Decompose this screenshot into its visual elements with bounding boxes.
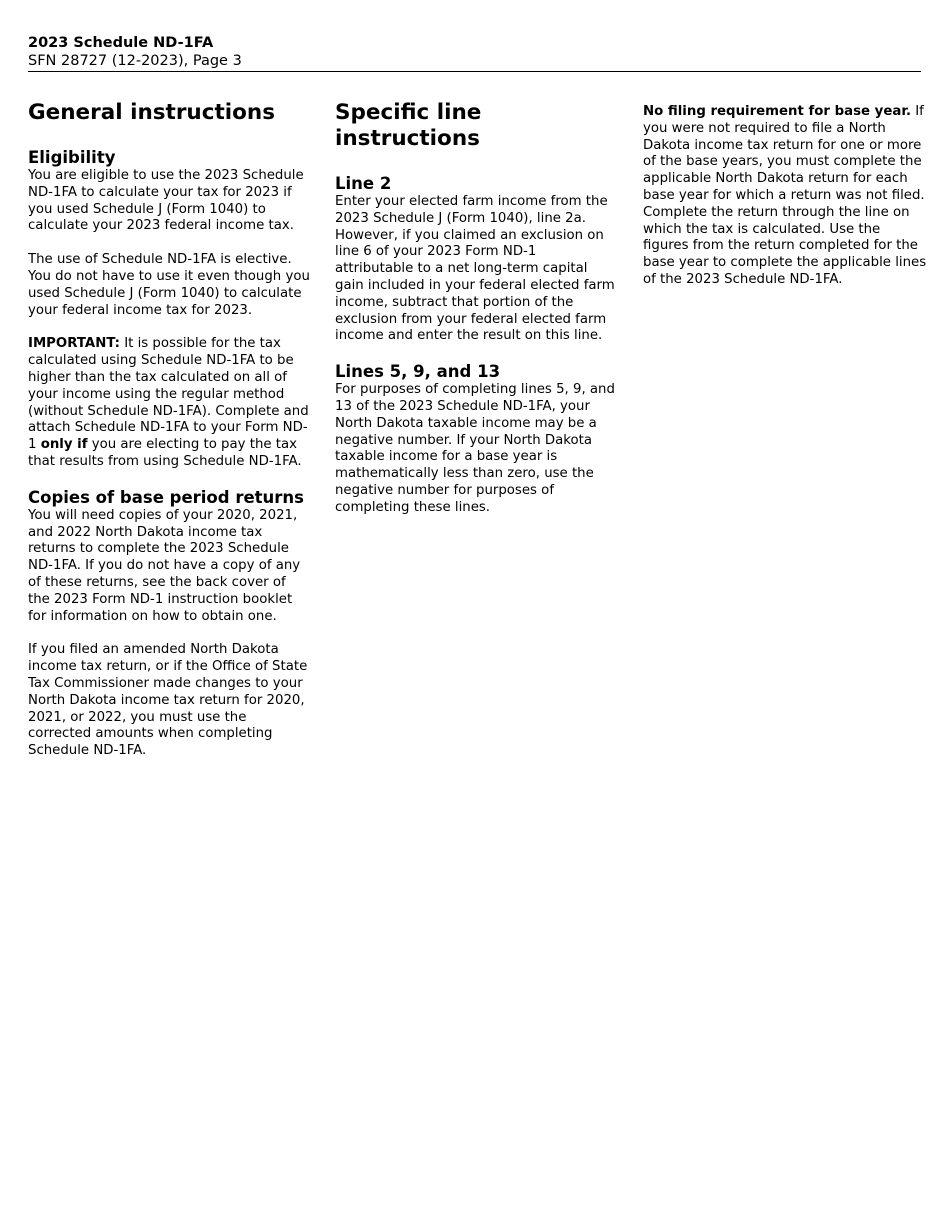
important-only-if: only if <box>40 437 88 453</box>
copies-paragraph-2: If you filed an amended North Dakota income tax return, or if the Office of State Tax Commissioner made changes to your North Dakota income tax return for 2020, 2021, or 2022, you must use the corrected amounts when completing Schedule ND-1FA. <box>28 642 308 759</box>
no-filing-text: If you were not required to file a North Dakota income tax return for one or more of the base years, you must complete the applicable North Dakota return for each base year for which a return was not filed. Complete the return through the line on which the tax is calculated. Use the figures from the return completed for the base year to complete the applicable lines of the 2023 Schedule ND-1FA. <box>643 104 927 287</box>
line-2-text: Enter your elected farm income from the 2023 Schedule J (Form 1040), line 2a. However, if you claimed an exclusion on line 6 of your 2023 Form ND-1 attributable to a net long-term capital gain included in your federal elected farm income, subtract that portion of the exclusion from your federal elected farm income and enter the result on this line. <box>335 194 615 344</box>
copies-heading: Copies of base period returns <box>28 487 304 507</box>
specific-instructions-heading: Specific line instructions <box>335 100 482 151</box>
important-text-a: It is possible for the tax calculated using Schedule ND-1FA to be higher than the tax calculated on all of your income using the regular method (without Schedule ND-1FA). Complete and attach Schedule ND-1FA to your Form ND-1 <box>28 336 309 453</box>
form-number-page: SFN 28727 (12-2023), Page 3 <box>28 53 242 69</box>
important-label: IMPORTANT: <box>28 336 120 352</box>
general-instructions-column <box>28 100 310 760</box>
specific-instructions-column <box>335 100 617 517</box>
page-header <box>28 34 921 72</box>
lines-5-9-13-text: For purposes of completing lines 5, 9, and 13 of the 2023 Schedule ND-1FA, your North Dakota taxable income may be a negative number. If your North Dakota taxable income for a base year is mathematically less than zero, use the negative number for purposes of completing these lines. <box>335 382 615 515</box>
eligibility-heading: Eligibility <box>28 148 116 167</box>
schedule-title: 2023 Schedule ND-1FA <box>28 35 214 51</box>
eligibility-paragraph-2: The use of Schedule ND-1FA is elective. You do not have to use it even though you used Schedule J (Form 1040) to calculate your federal income tax for 2023. <box>28 252 310 318</box>
line-2-heading: Line 2 <box>335 174 392 193</box>
no-filing-paragraph <box>643 104 928 289</box>
copies-paragraph-1: You will need copies of your 2020, 2021, and 2022 North Dakota income tax returns to complete the 2023 Schedule ND-1FA. If you do not have a copy of any of these returns, see the back cover of the 2023 Form ND-1 instruction booklet for information on how to obtain one. <box>28 507 301 624</box>
general-instructions-heading: General instructions <box>28 100 276 125</box>
no-filing-label: No filing requirement for base year. <box>643 104 912 119</box>
eligibility-paragraph-1: You are eligible to use the 2023 Schedule ND-1FA to calculate your tax for 2023 if you used Schedule J (Form 1040) to calculate your 2023 federal income tax. <box>28 168 304 234</box>
important-paragraph <box>28 336 310 470</box>
no-filing-column <box>643 104 928 289</box>
important-text-b: you are electing to pay the tax that results from using Schedule ND-1FA. <box>28 437 302 469</box>
lines-5-9-13-heading: Lines 5, 9, and 13 <box>335 362 501 382</box>
